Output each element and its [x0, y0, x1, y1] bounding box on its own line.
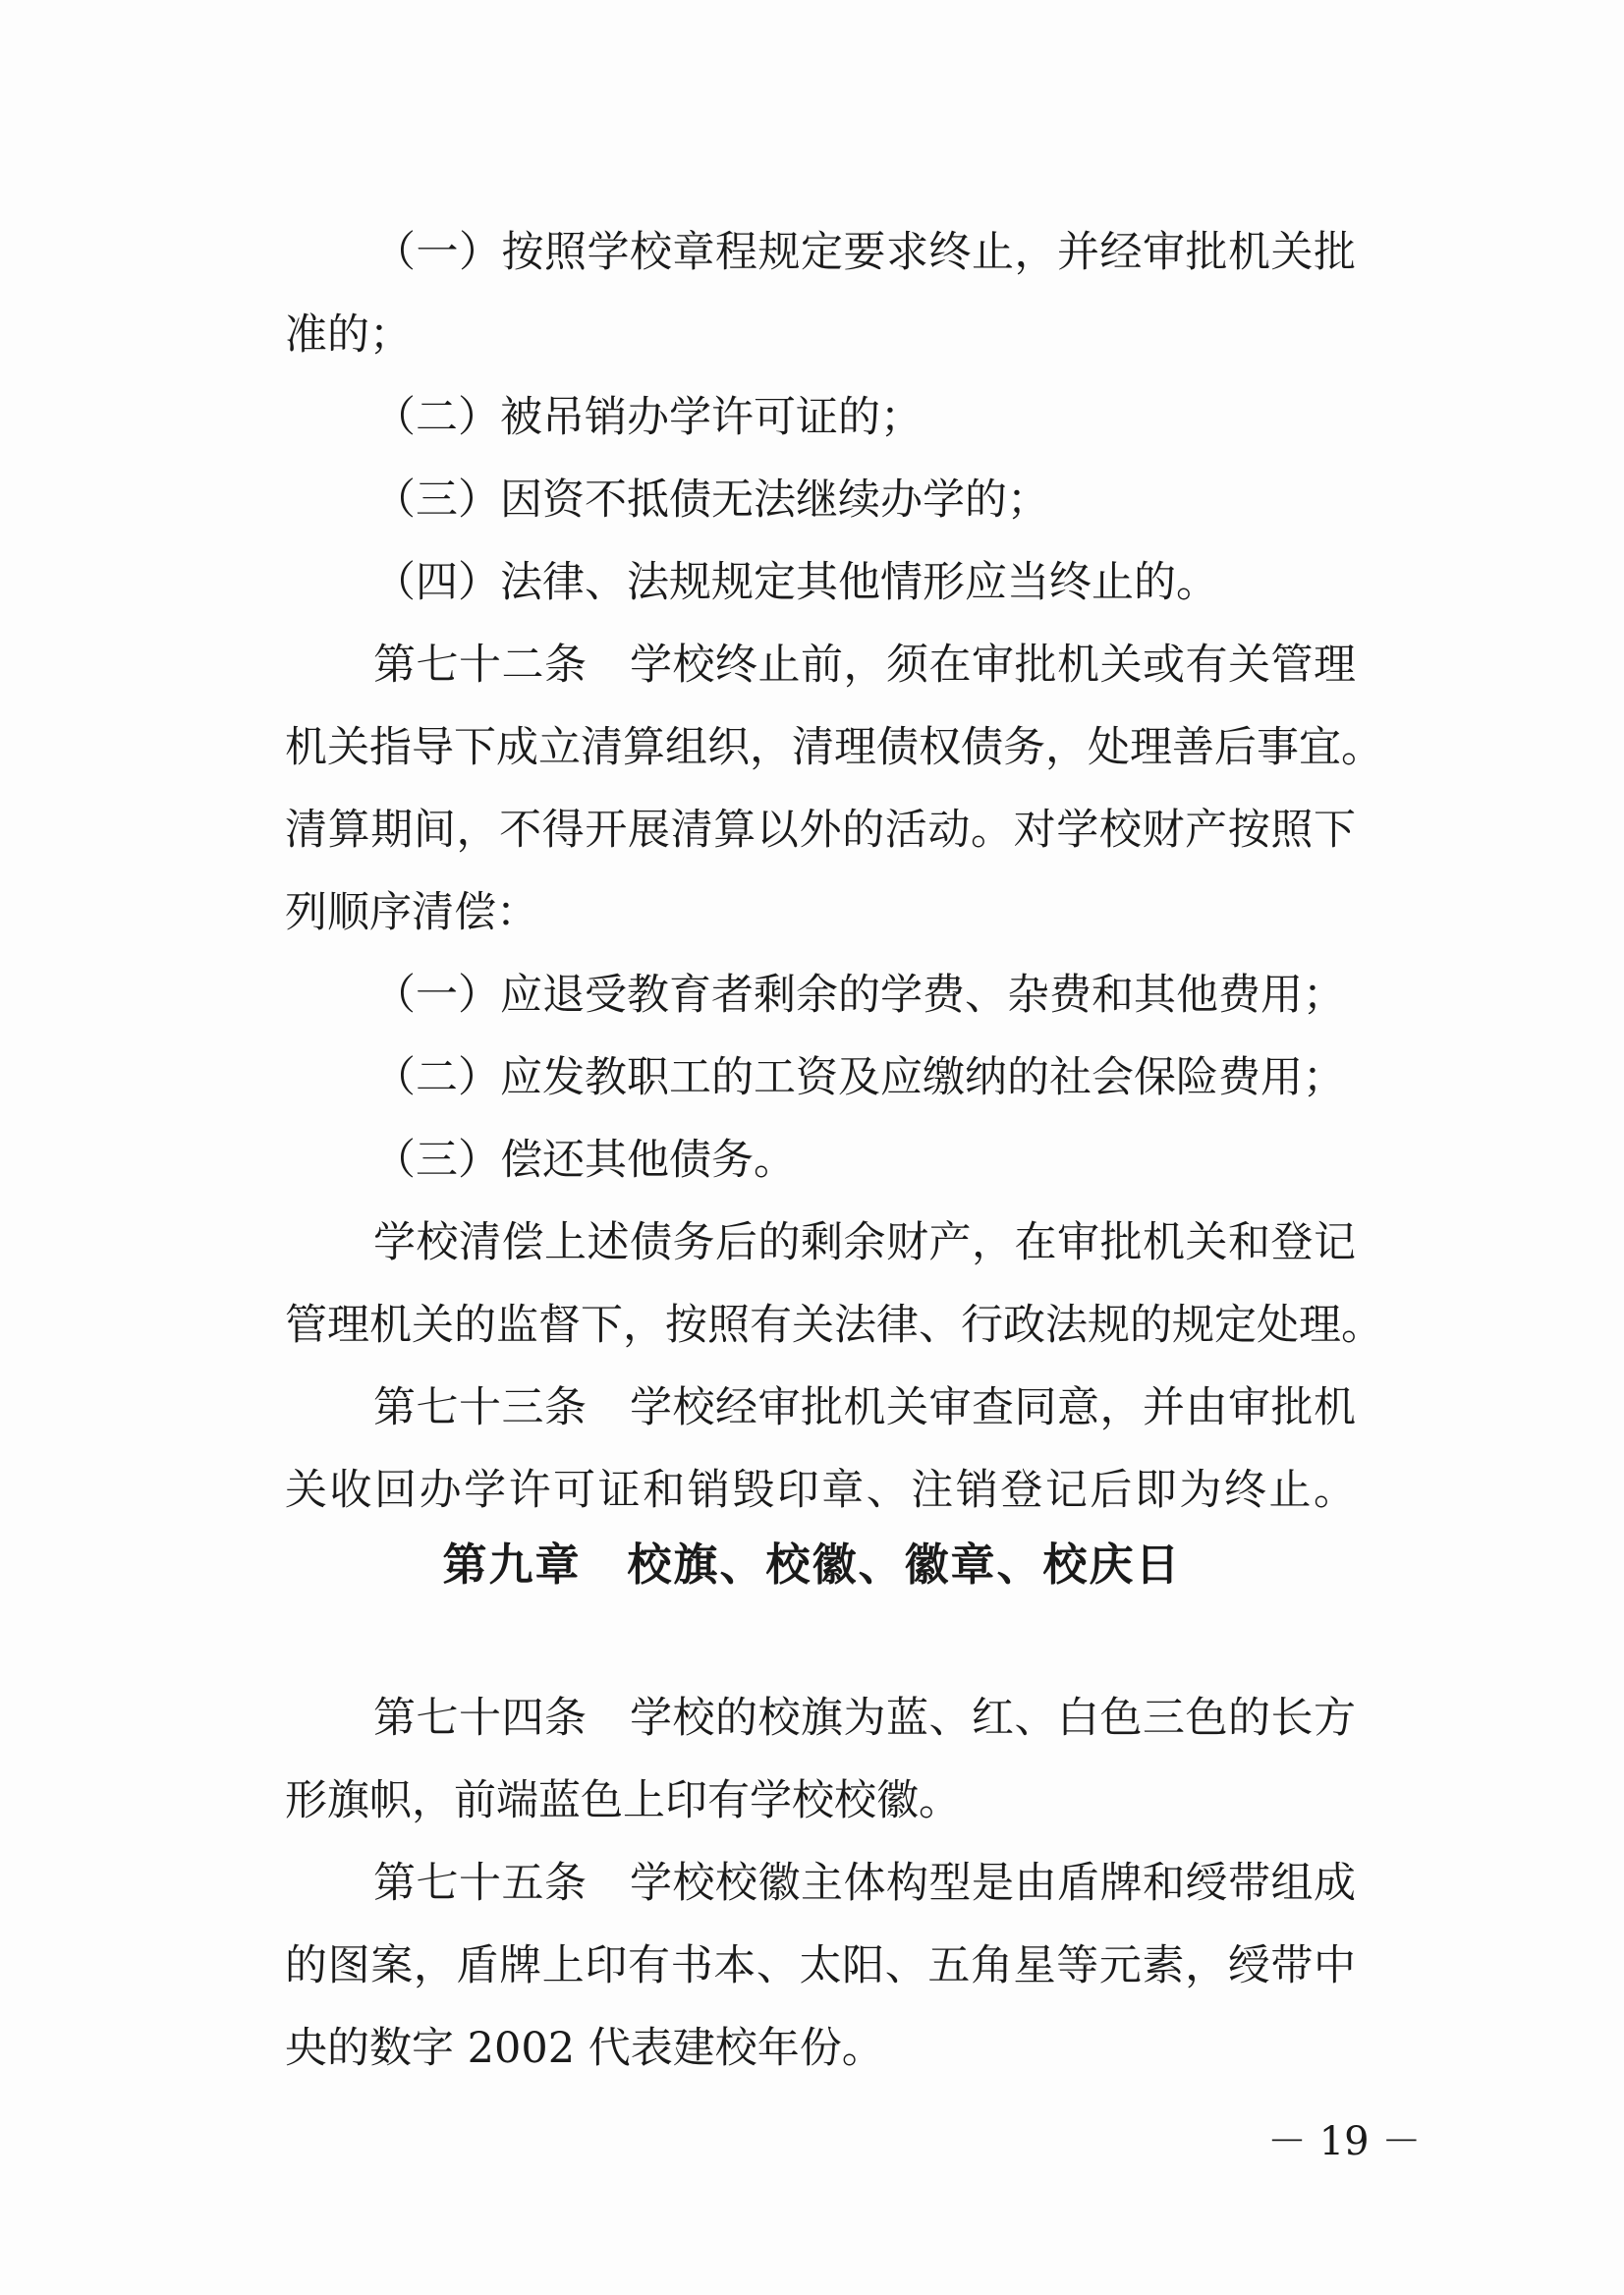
paragraph-line: （一）按照学校章程规定要求终止，并经审批机关批	[373, 228, 1356, 277]
paragraph-line: 央的数字 2002 代表建校年份。	[285, 2024, 884, 2073]
paragraph-line: 的图案，盾牌上印有书本、太阳、五角星等元素，绶带中	[285, 1941, 1356, 1990]
paragraph-line: （二）被吊销办学许可证的；	[373, 393, 923, 442]
article-73-heading-line: 第七十三条 学校经审批机关审查同意，并由审批机	[373, 1383, 1356, 1432]
paragraph-line: （一）应退受教育者剩余的学费、杂费和其他费用；	[373, 971, 1345, 1020]
paragraph-line: 关收回办学许可证和销毁印章、注销登记后即为终止。	[285, 1466, 1356, 1515]
paragraph-line: 管理机关的监督下，按照有关法律、行政法规的规定处理。	[285, 1301, 1383, 1350]
article-74-heading-line: 第七十四条 学校的校旗为蓝、红、白色三色的长方	[373, 1694, 1356, 1743]
paragraph-line: 列顺序清偿：	[285, 888, 538, 937]
article-75-heading-line: 第七十五条 学校校徽主体构型是由盾牌和绶带组成	[373, 1859, 1356, 1908]
paragraph-line: 学校清偿上述债务后的剩余财产，在审批机关和登记	[373, 1218, 1356, 1267]
paragraph-line: 机关指导下成立清算组织，清理债权债务，处理善后事宜。	[285, 723, 1383, 772]
page-number: － 19 －	[1267, 2119, 1422, 2164]
paragraph-line: 清算期间，不得开展清算以外的活动。对学校财产按照下	[285, 806, 1356, 855]
paragraph-line: （二）应发教职工的工资及应缴纳的社会保险费用；	[373, 1053, 1345, 1102]
paragraph-line: 形旗帜，前端蓝色上印有学校校徽。	[285, 1776, 961, 1825]
article-72-heading-line: 第七十二条 学校终止前，须在审批机关或有关管理	[373, 641, 1356, 690]
paragraph-line: （四）法律、法规规定其他情形应当终止的。	[373, 558, 1218, 607]
paragraph-line: （三）偿还其他债务。	[373, 1136, 796, 1185]
paragraph-line: （三）因资不抵债无法继续办学的；	[373, 476, 1049, 525]
paragraph-line: 准的；	[285, 310, 412, 360]
chapter-title: 第九章 校旗、校徽、徽章、校庆日	[442, 1539, 1182, 1591]
